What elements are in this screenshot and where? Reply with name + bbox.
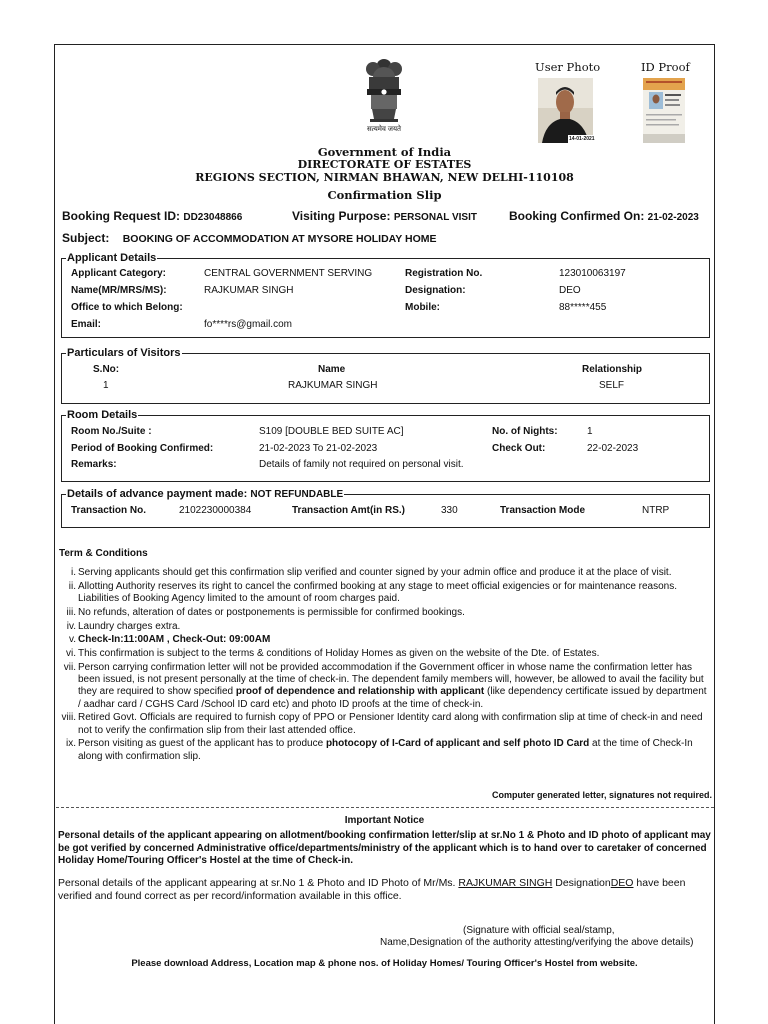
terms-list [60, 567, 710, 764]
user-photo-label: User Photo [535, 60, 601, 74]
visitor-row-relationship: SELF [599, 380, 625, 391]
txn-mode-label: Transaction Mode [500, 505, 586, 516]
room-details-legend: Room Details [67, 409, 138, 421]
directorate-title: DIRECTORATE OF ESTATES [297, 158, 472, 171]
id-proof-label: ID Proof [641, 60, 690, 74]
id-proof-image [643, 78, 685, 143]
term-item: vi. This confirmation is subject to the terms & conditions of Holiday Homes as given on the website of the Dte. of Estates. [66, 648, 600, 660]
registration-label: Registration No. [405, 268, 483, 279]
term-item: ix. Person visiting as guest of the applicant has to produce photocopy of I-Card of applicant and self photo ID Card at the time of Check-In along with confirmation slip. [66, 738, 693, 762]
visitors-header-sno: S.No: [93, 364, 120, 375]
photo-date: 14-01-2021 [569, 136, 595, 142]
email-value: fo****rs@gmail.com [204, 319, 292, 330]
txn-no-label: Transaction No. [71, 505, 147, 516]
mobile-value: 88*****455 [559, 302, 607, 313]
download-note: Please download Address, Location map & phone nos. of Holiday Homes/ Touring Officer's Hostel from website. [131, 958, 638, 969]
txn-mode-value: NTRP [642, 505, 670, 516]
period-value: 21-02-2023 To 21-02-2023 [259, 443, 378, 454]
terms-title: Term & Conditions [59, 548, 148, 559]
term-item: v. Check-In:11:00AM , Check-Out: 09:00AM [68, 634, 271, 646]
name-value: RAJKUMAR SINGH [204, 285, 294, 296]
booking-id-label: Booking Request ID: [62, 209, 181, 223]
booking-id-row [62, 209, 242, 223]
emblem-motto: सत्यमेव जयते [366, 126, 402, 133]
checkout-value: 22-02-2023 [587, 443, 639, 454]
visitors-box [61, 347, 710, 404]
payment-legend: Details of advance payment made: NOT REFUNDABLE [67, 488, 344, 500]
nights-value: 1 [587, 426, 593, 437]
term-item: vii. Person carrying confirmation letter will not be provided accommodation if the Government officer in whose name the confirmation letter has been issued, is not present personally at the time of check-in. The dependent family members will, however, be allowed to avail the facility but they are required to show specified proof of dependence and relationship with applicant (like dependency certificate issued by department / aadhar card / CGHS Card /School ID card etc) and photo ID proofs at the time of check-in. [63, 661, 707, 710]
room-value: S109 [DOUBLE BED SUITE AC] [259, 426, 404, 437]
subject-row [62, 231, 437, 245]
txn-amt-value: 330 [441, 505, 458, 516]
checkout-label: Check Out: [492, 443, 546, 454]
subject-value: BOOKING OF ACCOMMODATION AT MYSORE HOLIDAY HOME [122, 233, 437, 245]
term-item: ii. Allotting Authority reserves its right to cancel the confirmed booking at any stage to meet official exigencies or for maintenance reasons. Liabilities of Booking Agency limited to the amount of room charges paid. [68, 580, 678, 604]
designation-value: DEO [559, 285, 581, 296]
notice-title: Important Notice [344, 815, 425, 826]
subject-label: Subject: [62, 231, 110, 245]
room-label: Room No./Suite : [71, 426, 152, 437]
confirmed-on-label: Booking Confirmed On: [509, 209, 645, 223]
user-photo [538, 78, 593, 143]
computer-generated-note: Computer generated letter, signatures not required. [491, 790, 712, 800]
registration-value: 123010063197 [559, 268, 626, 279]
office-label: Office to which Belong: [71, 302, 183, 313]
designation-label: Designation: [405, 285, 466, 296]
remarks-label: Remarks: [71, 459, 117, 470]
verification-paragraph: Personal details of the applicant appearing at sr.No 1 & Photo and ID Photo of Mr/Ms. RAJKUMAR SINGH DesignationDEO have been verified and found correct as per record/information available in this office. [58, 877, 686, 902]
slip-title: Confirmation Slip [327, 188, 442, 202]
remarks-value: Details of family not required on personal visit. [259, 459, 464, 470]
visitor-row-sno: 1 [103, 380, 109, 391]
booking-id-value: DD23048866 [183, 212, 243, 223]
nights-label: No. of Nights: [492, 426, 558, 437]
confirmed-on-value: 21-02-2023 [647, 212, 699, 223]
txn-no-value: 2102230000384 [179, 505, 252, 516]
visiting-purpose-value: PERSONAL VISIT [393, 212, 477, 223]
period-label: Period of Booking Confirmed: [71, 443, 214, 454]
visitors-header-relationship: Relationship [582, 364, 643, 375]
notice-bold-paragraph: Personal details of the applicant appearing on allotment/booking confirmation letter/slip at sr.No 1 & Photo and ID photo of applicant may be got verified by concerned Administrative office/departments/ministry of the applicant which is to hand over to caretaker of concerned Holiday Home/Touring Officer's Hostel at the time of Check-in. [58, 830, 711, 866]
visitors-header-name: Name [318, 364, 346, 375]
term-item: viii. Retired Govt. Officials are required to furnish copy of PPO or Pensioner Identity card along with confirmation slip at time of check-in and need not to verify the confirmation slip from their last attended office. [61, 712, 703, 736]
confirmed-on-row [509, 209, 699, 223]
name-label: Name(MR/MRS/MS): [71, 285, 167, 296]
mobile-label: Mobile: [405, 302, 440, 313]
signature-line-1: (Signature with official seal/stamp, [463, 925, 615, 936]
applicant-category-value: CENTRAL GOVERNMENT SERVING [204, 268, 373, 279]
dashed-divider [56, 807, 714, 808]
applicant-category-label: Applicant Category: [71, 268, 167, 279]
applicant-details-legend: Applicant Details [67, 252, 157, 264]
term-item: i. Serving applicants should get this confirmation slip verified and counter signed by your admin office and produce it at the place of visit. [71, 567, 672, 578]
gov-title: Government of India [317, 145, 452, 159]
visiting-purpose-row [292, 209, 477, 223]
term-item: iii. No refunds, alteration of dates or postponements is permissible for confirmed bookings. [66, 606, 465, 618]
txn-amt-label: Transaction Amt(in RS.) [292, 505, 405, 516]
visitor-row-name: RAJKUMAR SINGH [288, 380, 378, 391]
region-title: REGIONS SECTION, NIRMAN BHAWAN, NEW DELHI-110108 [195, 171, 574, 184]
visiting-purpose-label: Visiting Purpose: [292, 209, 391, 223]
national-emblem-icon [358, 55, 410, 135]
visitors-legend: Particulars of Visitors [67, 347, 181, 359]
term-item: iv. Laundry charges extra. [66, 620, 181, 632]
signature-line-2: Name,Designation of the authority attesting/verifying the above details) [380, 937, 694, 948]
email-label: Email: [71, 319, 102, 330]
